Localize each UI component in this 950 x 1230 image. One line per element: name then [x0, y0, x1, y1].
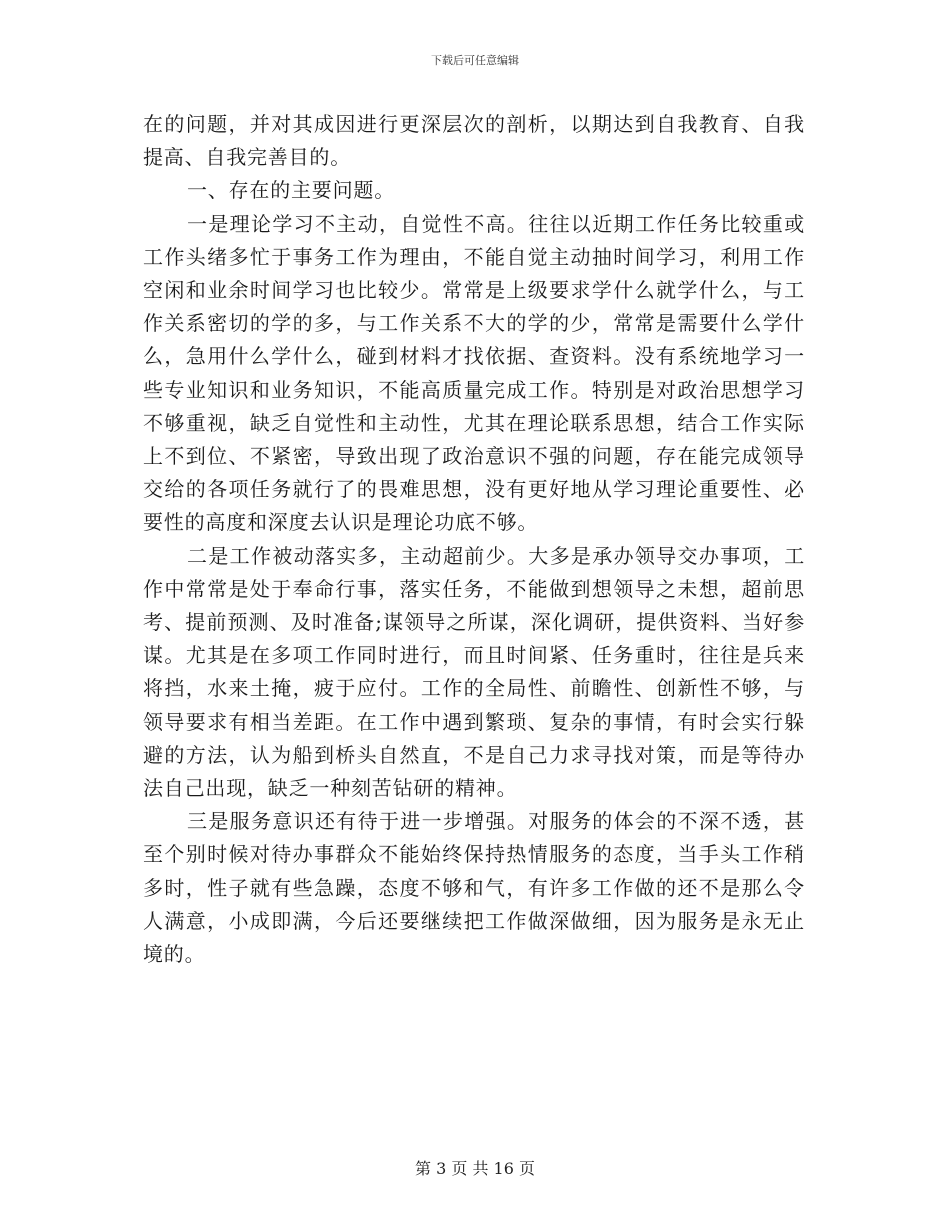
section-heading: 一、存在的主要问题。	[187, 178, 395, 203]
paragraph-intro: 在的问题，并对其成因进行更深层次的剖析，以期达到自我教育、自我提高、自我完善目的。	[143, 112, 805, 170]
paragraph-issue-1: 一是理论学习不主动，自觉性不高。往往以近期工作任务比较重或工作头绪多忙于事务工作为理由，不能自觉主动抽时间学习，利用工作空闲和业余时间学习也比较少。常常是上级要求学什么就学什么，与工作关系密切的学的多，与工作关系不大的学的少，常常是需要什么学什么，急用什么学什么，碰到材料才找依据、查资料。没有系统地学习一些专业知识和业务知识，不能高质量完成工作。特别是对政治思想学习不够重视，缺乏自觉性和主动性，尤其在理论联系思想，结合工作实际上不到位、不紧密，导致出现了政治意识不强的问题，存在能完成领导交给的各项任务就行了的畏难思想，没有更好地从学习理论重要性、必要性的高度和深度去认识是理论功底不够。	[143, 211, 805, 535]
document-body	[143, 108, 805, 971]
paragraph-issue-2: 二是工作被动落实多，主动超前少。大多是承办领导交办事项，工作中常常是处于奉命行事，落实任务，不能做到想领导之未想，超前思考、提前预测、及时准备;谋领导之所谋，深化调研，提供资料、当好参谋。尤其是在多项工作同时进行，而且时间紧、任务重时，往往是兵来将挡，水来土掩，疲于应付。工作的全局性、前瞻性、创新性不够，与领导要求有相当差距。在工作中遇到繁琐、复杂的事情，有时会实行躲避的方法，认为船到桥头自然直，不是自己力求寻找对策，而是等待办法自己出现，缺乏一种刻苦钻研的精神。	[143, 543, 805, 801]
page-header: 下载后可任意编辑	[431, 54, 519, 67]
paragraph-issue-3: 三是服务意识还有待于进一步增强。对服务的体会的不深不透，甚至个别时候对待办事群众不能始终保持热情服务的态度，当手头工作稍多时，性子就有些急躁，态度不够和气，有许多工作做的还不是那么令人满意，小成即满，今后还要继续把工作做深做细，因为服务是永无止境的。	[143, 809, 805, 967]
page-number-footer: 第 3 页 共 16 页	[415, 1159, 535, 1178]
